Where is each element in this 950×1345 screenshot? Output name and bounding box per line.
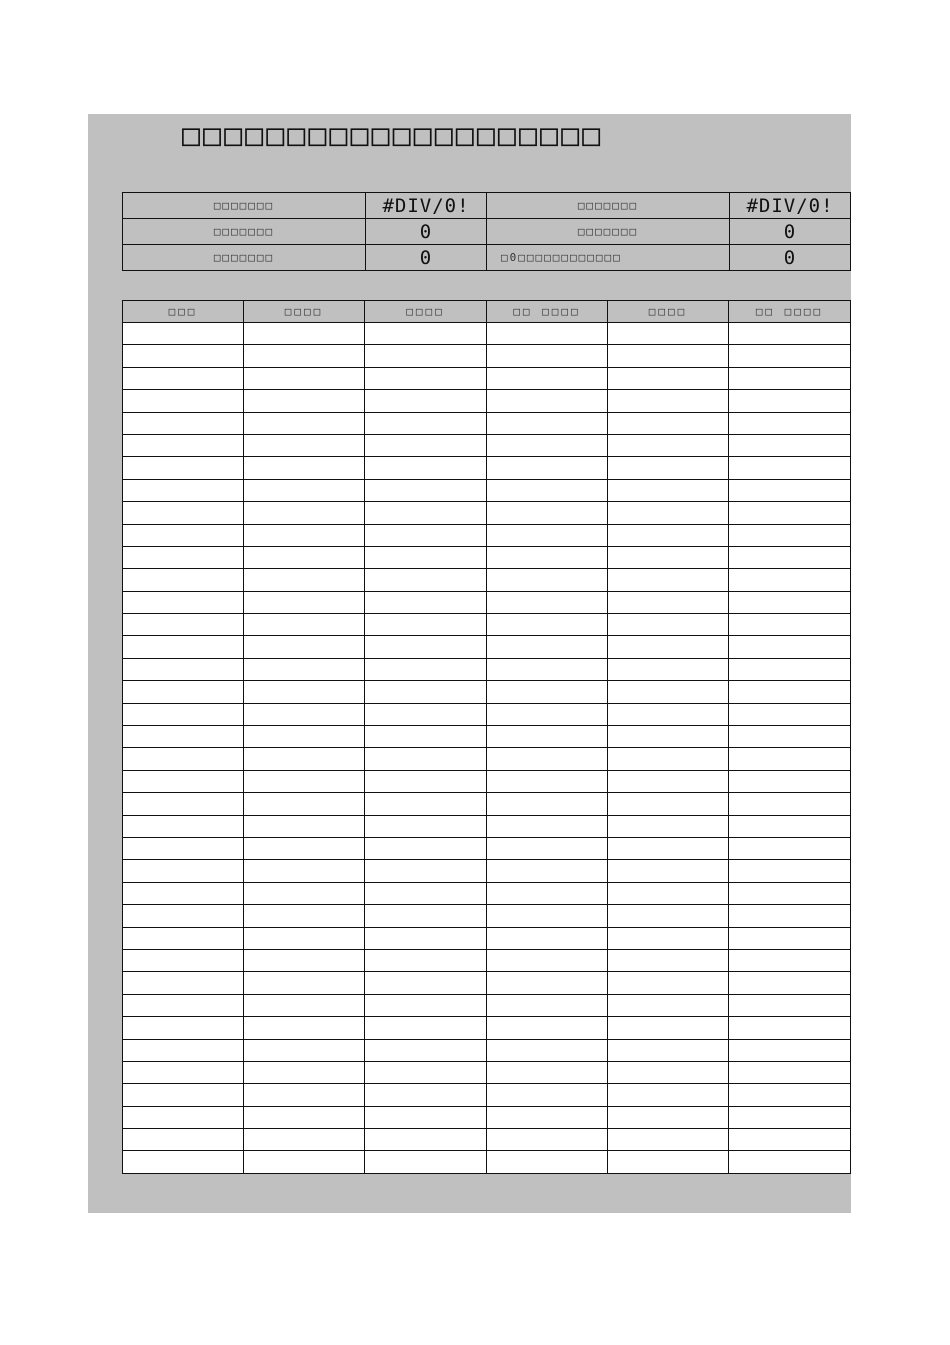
table-cell[interactable]: [244, 994, 365, 1016]
table-cell[interactable]: [729, 726, 851, 748]
table-cell[interactable]: [729, 905, 851, 927]
table-cell[interactable]: [365, 457, 487, 479]
table-cell[interactable]: [487, 949, 608, 971]
table-cell[interactable]: [244, 748, 365, 770]
table-cell[interactable]: [729, 837, 851, 859]
table-cell[interactable]: [123, 1061, 244, 1083]
table-cell[interactable]: [487, 1039, 608, 1061]
table-cell[interactable]: [244, 345, 365, 367]
table-row: [123, 748, 851, 770]
table-cell[interactable]: [365, 323, 487, 345]
table-cell[interactable]: [123, 815, 244, 837]
table-cell[interactable]: [487, 1129, 608, 1151]
table-cell[interactable]: [608, 323, 729, 345]
table-cell[interactable]: [244, 614, 365, 636]
table-cell[interactable]: [123, 524, 244, 546]
table-header-row: [123, 301, 851, 323]
summary-value[interactable]: #DIV/0!: [730, 193, 851, 219]
table-cell[interactable]: [487, 1017, 608, 1039]
summary-label: □□□□□□□: [123, 245, 366, 271]
table-cell[interactable]: [729, 345, 851, 367]
table-cell[interactable]: [123, 703, 244, 725]
table-cell[interactable]: [487, 390, 608, 412]
table-cell[interactable]: [244, 479, 365, 501]
table-cell[interactable]: [487, 860, 608, 882]
table-cell[interactable]: [487, 479, 608, 501]
table-cell[interactable]: [365, 793, 487, 815]
table-cell[interactable]: [244, 860, 365, 882]
page-title: □□□□□□□□□□□□□□□□□□□□: [182, 118, 604, 153]
table-cell[interactable]: [244, 546, 365, 568]
table-row: [123, 905, 851, 927]
table-cell[interactable]: [729, 815, 851, 837]
table-cell[interactable]: [365, 636, 487, 658]
table-cell[interactable]: [123, 927, 244, 949]
table-cell[interactable]: [608, 457, 729, 479]
table-cell[interactable]: [608, 815, 729, 837]
table-row: [123, 1017, 851, 1039]
table-cell[interactable]: [729, 1017, 851, 1039]
table-cell[interactable]: [244, 591, 365, 613]
table-cell[interactable]: [729, 457, 851, 479]
table-cell[interactable]: [729, 434, 851, 456]
table-cell[interactable]: [365, 502, 487, 524]
summary-value[interactable]: 0: [730, 245, 851, 271]
table-row: [123, 703, 851, 725]
table-cell[interactable]: [608, 949, 729, 971]
table-cell[interactable]: [487, 1106, 608, 1128]
table-cell[interactable]: [487, 569, 608, 591]
table-row: [123, 949, 851, 971]
table-cell[interactable]: [608, 1151, 729, 1173]
table-row: [123, 815, 851, 837]
table-cell[interactable]: [608, 905, 729, 927]
table-cell[interactable]: [123, 367, 244, 389]
table-row: [123, 390, 851, 412]
table-cell[interactable]: [729, 927, 851, 949]
table-cell[interactable]: [365, 949, 487, 971]
table-cell[interactable]: [608, 972, 729, 994]
table-cell[interactable]: [487, 748, 608, 770]
table-row: [123, 1151, 851, 1173]
table-cell[interactable]: [487, 793, 608, 815]
table-cell[interactable]: [365, 1151, 487, 1173]
table-cell[interactable]: [365, 1017, 487, 1039]
table-row: [123, 569, 851, 591]
table-cell[interactable]: [487, 905, 608, 927]
column-header: □□□: [123, 301, 244, 323]
table-cell[interactable]: [123, 1151, 244, 1173]
summary-row: [123, 193, 851, 219]
table-cell[interactable]: [244, 703, 365, 725]
table-cell[interactable]: [123, 726, 244, 748]
table-cell[interactable]: [244, 681, 365, 703]
table-cell[interactable]: [123, 1017, 244, 1039]
summary-value[interactable]: 0: [366, 219, 487, 245]
table-cell[interactable]: [123, 479, 244, 501]
table-cell[interactable]: [729, 949, 851, 971]
table-cell[interactable]: [244, 1061, 365, 1083]
table-cell[interactable]: [729, 703, 851, 725]
table-cell[interactable]: [729, 972, 851, 994]
table-row: [123, 882, 851, 904]
table-row: [123, 681, 851, 703]
table-cell[interactable]: [365, 479, 487, 501]
table-cell[interactable]: [729, 502, 851, 524]
table-cell[interactable]: [244, 882, 365, 904]
table-row: [123, 457, 851, 479]
table-row: [123, 793, 851, 815]
summary-row: [123, 219, 851, 245]
table-cell[interactable]: [365, 1084, 487, 1106]
table-cell[interactable]: [487, 345, 608, 367]
table-cell[interactable]: [123, 949, 244, 971]
table-row: [123, 345, 851, 367]
table-cell[interactable]: [244, 524, 365, 546]
table-body: [123, 323, 851, 1174]
table-cell[interactable]: [729, 1129, 851, 1151]
table-cell[interactable]: [608, 591, 729, 613]
table-row: [123, 1129, 851, 1151]
table-cell[interactable]: [487, 972, 608, 994]
table-cell[interactable]: [244, 972, 365, 994]
table-cell[interactable]: [608, 546, 729, 568]
table-cell[interactable]: [123, 882, 244, 904]
table-cell[interactable]: [365, 882, 487, 904]
table-cell[interactable]: [608, 703, 729, 725]
table-cell[interactable]: [123, 1129, 244, 1151]
table-row: [123, 658, 851, 680]
table-cell[interactable]: [123, 681, 244, 703]
table-cell[interactable]: [365, 569, 487, 591]
table-row: [123, 1084, 851, 1106]
table-cell[interactable]: [123, 837, 244, 859]
summary-row: [123, 245, 851, 271]
table-cell[interactable]: [608, 748, 729, 770]
table-cell[interactable]: [608, 412, 729, 434]
table-cell[interactable]: [365, 434, 487, 456]
table-cell[interactable]: [729, 412, 851, 434]
table-cell[interactable]: [365, 837, 487, 859]
table-cell[interactable]: [608, 569, 729, 591]
summary-label: □□□□□□□: [487, 193, 730, 219]
table-cell[interactable]: [365, 658, 487, 680]
table-cell[interactable]: [123, 614, 244, 636]
table-cell[interactable]: [365, 412, 487, 434]
table-cell[interactable]: [123, 860, 244, 882]
column-header: □□□□: [244, 301, 365, 323]
table-cell[interactable]: [365, 1061, 487, 1083]
table-row: [123, 1106, 851, 1128]
table-cell[interactable]: [608, 1061, 729, 1083]
table-cell[interactable]: [123, 1084, 244, 1106]
table-row: [123, 524, 851, 546]
table-cell[interactable]: [365, 546, 487, 568]
table-cell[interactable]: [729, 546, 851, 568]
table-cell[interactable]: [729, 1106, 851, 1128]
table-cell[interactable]: [729, 793, 851, 815]
table-row: [123, 614, 851, 636]
table-cell[interactable]: [123, 658, 244, 680]
summary-value[interactable]: 0: [366, 245, 487, 271]
table-cell[interactable]: [729, 882, 851, 904]
table-row: [123, 636, 851, 658]
table-cell[interactable]: [608, 770, 729, 792]
table-cell[interactable]: [244, 793, 365, 815]
table-row: [123, 994, 851, 1016]
table-cell[interactable]: [365, 815, 487, 837]
table-cell[interactable]: [244, 1129, 365, 1151]
table-cell[interactable]: [608, 1129, 729, 1151]
table-cell[interactable]: [729, 524, 851, 546]
table-cell[interactable]: [729, 748, 851, 770]
table-row: [123, 972, 851, 994]
summary-label: □□□□□□□: [487, 219, 730, 245]
table-row: [123, 837, 851, 859]
table-cell[interactable]: [244, 412, 365, 434]
table-cell[interactable]: [365, 681, 487, 703]
table-cell[interactable]: [244, 1151, 365, 1173]
summary-value[interactable]: 0: [730, 219, 851, 245]
table-cell[interactable]: [608, 636, 729, 658]
table-cell[interactable]: [608, 658, 729, 680]
table-cell[interactable]: [123, 636, 244, 658]
table-cell[interactable]: [244, 726, 365, 748]
table-cell[interactable]: [608, 793, 729, 815]
table-cell[interactable]: [365, 345, 487, 367]
table-cell[interactable]: [608, 614, 729, 636]
table-cell[interactable]: [244, 837, 365, 859]
table-cell[interactable]: [608, 1106, 729, 1128]
table-cell[interactable]: [244, 367, 365, 389]
table-cell[interactable]: [487, 703, 608, 725]
table-cell[interactable]: [729, 479, 851, 501]
table-cell[interactable]: [487, 1061, 608, 1083]
table-cell[interactable]: [608, 367, 729, 389]
table-cell[interactable]: [244, 569, 365, 591]
table-row: [123, 479, 851, 501]
table-cell[interactable]: [365, 390, 487, 412]
table-cell[interactable]: [487, 524, 608, 546]
table-cell[interactable]: [729, 1061, 851, 1083]
summary-label: □□□□□□□: [123, 193, 366, 219]
table-cell[interactable]: [608, 1039, 729, 1061]
table-row: [123, 726, 851, 748]
table-cell[interactable]: [608, 882, 729, 904]
table-cell[interactable]: [244, 1017, 365, 1039]
summary-label: □0□□□□□□□□□□□□: [487, 245, 730, 271]
table-cell[interactable]: [487, 412, 608, 434]
table-cell[interactable]: [244, 636, 365, 658]
table-cell[interactable]: [487, 502, 608, 524]
table-row: [123, 502, 851, 524]
table-cell[interactable]: [487, 837, 608, 859]
table-cell[interactable]: [365, 1106, 487, 1128]
table-cell[interactable]: [365, 1039, 487, 1061]
table-cell[interactable]: [608, 1084, 729, 1106]
table-cell[interactable]: [729, 658, 851, 680]
table-cell[interactable]: [123, 994, 244, 1016]
table-row: [123, 367, 851, 389]
table-cell[interactable]: [608, 479, 729, 501]
table-cell[interactable]: [244, 434, 365, 456]
table-cell[interactable]: [365, 972, 487, 994]
table-cell[interactable]: [608, 681, 729, 703]
table-cell[interactable]: [729, 1151, 851, 1173]
table-cell[interactable]: [244, 905, 365, 927]
table-row: [123, 323, 851, 345]
table-cell[interactable]: [365, 905, 487, 927]
table-cell[interactable]: [729, 323, 851, 345]
table-cell[interactable]: [608, 390, 729, 412]
table-cell[interactable]: [487, 636, 608, 658]
table-cell[interactable]: [244, 1106, 365, 1128]
table-cell[interactable]: [729, 591, 851, 613]
table-cell[interactable]: [487, 591, 608, 613]
table-cell[interactable]: [608, 994, 729, 1016]
table-cell[interactable]: [365, 367, 487, 389]
table-cell[interactable]: [729, 681, 851, 703]
table-cell[interactable]: [729, 636, 851, 658]
table-cell[interactable]: [365, 614, 487, 636]
table-cell[interactable]: [608, 860, 729, 882]
table-cell[interactable]: [365, 591, 487, 613]
table-row: [123, 1061, 851, 1083]
table-row: [123, 434, 851, 456]
table-cell[interactable]: [123, 390, 244, 412]
table-cell[interactable]: [487, 726, 608, 748]
table-cell[interactable]: [123, 323, 244, 345]
summary-value[interactable]: #DIV/0!: [366, 193, 487, 219]
table-cell[interactable]: [365, 703, 487, 725]
table-cell[interactable]: [244, 949, 365, 971]
table-cell[interactable]: [123, 1106, 244, 1128]
column-header: □□□□: [608, 301, 729, 323]
table-cell[interactable]: [487, 882, 608, 904]
table-cell[interactable]: [365, 524, 487, 546]
table-cell[interactable]: [729, 994, 851, 1016]
table-cell[interactable]: [729, 860, 851, 882]
table-cell[interactable]: [729, 367, 851, 389]
table-row: [123, 1039, 851, 1061]
table-row: [123, 546, 851, 568]
table-cell[interactable]: [365, 726, 487, 748]
table-cell[interactable]: [487, 681, 608, 703]
table-cell[interactable]: [365, 770, 487, 792]
table-cell[interactable]: [365, 860, 487, 882]
table-cell[interactable]: [123, 905, 244, 927]
table-cell[interactable]: [123, 972, 244, 994]
table-cell[interactable]: [487, 457, 608, 479]
table-cell[interactable]: [123, 546, 244, 568]
table-cell[interactable]: [244, 1084, 365, 1106]
table-cell[interactable]: [123, 1039, 244, 1061]
table-cell[interactable]: [123, 770, 244, 792]
table-cell[interactable]: [729, 390, 851, 412]
table-cell[interactable]: [123, 412, 244, 434]
table-cell[interactable]: [608, 837, 729, 859]
table-cell[interactable]: [123, 748, 244, 770]
table-cell[interactable]: [487, 546, 608, 568]
table-cell[interactable]: [244, 658, 365, 680]
table-cell[interactable]: [487, 658, 608, 680]
table-cell[interactable]: [244, 390, 365, 412]
table-cell[interactable]: [729, 1084, 851, 1106]
table-cell[interactable]: [608, 502, 729, 524]
table-cell[interactable]: [365, 927, 487, 949]
column-header: □□ □□□□: [729, 301, 851, 323]
table-cell[interactable]: [729, 1039, 851, 1061]
table-cell[interactable]: [729, 770, 851, 792]
table-cell[interactable]: [123, 569, 244, 591]
column-header: □□□□: [365, 301, 487, 323]
data-table: [122, 300, 851, 1174]
table-cell[interactable]: [608, 726, 729, 748]
table-cell[interactable]: [487, 1084, 608, 1106]
table-cell[interactable]: [729, 569, 851, 591]
table-cell[interactable]: [365, 994, 487, 1016]
table-cell[interactable]: [244, 770, 365, 792]
table-cell[interactable]: [123, 345, 244, 367]
table-cell[interactable]: [365, 1129, 487, 1151]
table-cell[interactable]: [487, 434, 608, 456]
table-cell[interactable]: [487, 770, 608, 792]
table-cell[interactable]: [123, 434, 244, 456]
table-cell[interactable]: [365, 748, 487, 770]
table-row: [123, 927, 851, 949]
table-cell[interactable]: [608, 927, 729, 949]
table-cell[interactable]: [244, 457, 365, 479]
table-cell[interactable]: [487, 1151, 608, 1173]
table-cell[interactable]: [729, 614, 851, 636]
table-cell[interactable]: [244, 1039, 365, 1061]
table-row: [123, 591, 851, 613]
table-cell[interactable]: [244, 927, 365, 949]
table-cell[interactable]: [608, 1017, 729, 1039]
table-cell[interactable]: [608, 434, 729, 456]
table-cell[interactable]: [487, 614, 608, 636]
table-row: [123, 770, 851, 792]
summary-table: [122, 192, 851, 271]
summary-label: □□□□□□□: [123, 219, 366, 245]
column-header: □□ □□□□: [487, 301, 608, 323]
table-cell[interactable]: [244, 815, 365, 837]
table-cell[interactable]: [123, 457, 244, 479]
table-cell[interactable]: [487, 927, 608, 949]
table-cell[interactable]: [123, 793, 244, 815]
table-cell[interactable]: [487, 994, 608, 1016]
table-cell[interactable]: [487, 815, 608, 837]
table-cell[interactable]: [123, 591, 244, 613]
table-cell[interactable]: [244, 502, 365, 524]
table-cell[interactable]: [487, 323, 608, 345]
table-cell[interactable]: [244, 323, 365, 345]
table-cell[interactable]: [123, 502, 244, 524]
table-row: [123, 412, 851, 434]
table-cell[interactable]: [608, 524, 729, 546]
table-row: [123, 860, 851, 882]
table-cell[interactable]: [608, 345, 729, 367]
table-cell[interactable]: [487, 367, 608, 389]
